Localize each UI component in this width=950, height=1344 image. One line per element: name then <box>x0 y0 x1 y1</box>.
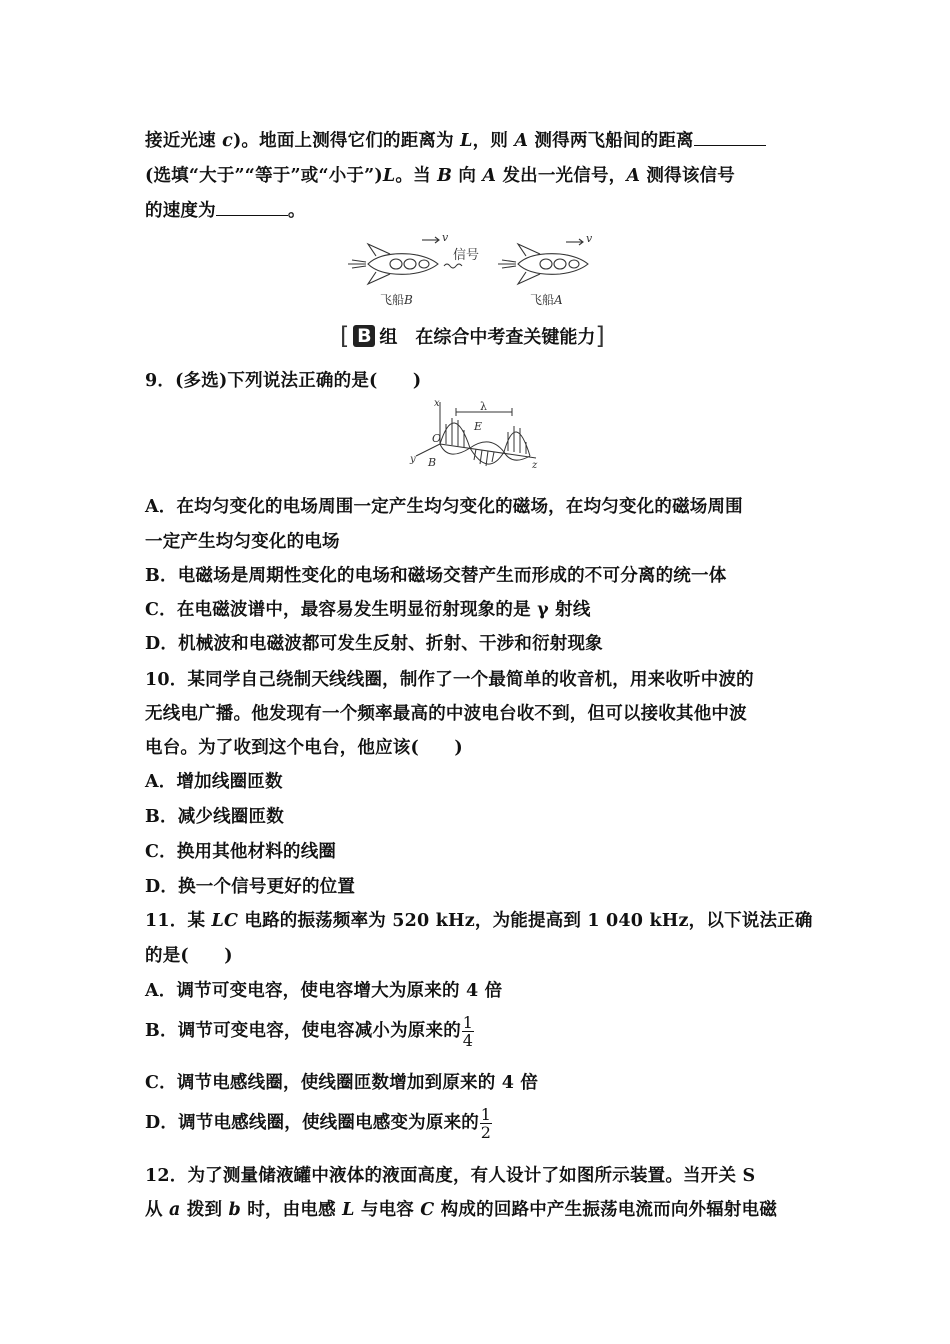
q10-stem-line-3: 电台。为了收到这个电台，他应该( ) <box>145 738 463 758</box>
q9-option-c[interactable]: C．在电磁波谱中，最容易发生明显衍射现象的是 γ 射线 <box>145 600 591 620</box>
em-wave-figure <box>408 396 544 470</box>
bracket-left: [ <box>340 322 350 350</box>
y-axis-label: y <box>410 454 416 465</box>
q10-option-b[interactable]: B．减少线圈匝数 <box>145 807 284 827</box>
wavelength-label: λ <box>480 400 487 413</box>
x-axis-label: x <box>434 398 440 409</box>
section-header <box>340 322 605 350</box>
spaceship-a-drawing <box>498 244 588 284</box>
velocity-label-a: v <box>586 232 593 245</box>
b-field-label: B <box>428 456 437 469</box>
fraction-one-quarter: $\frac{1}{4}$ <box>462 1013 474 1050</box>
velocity-arrow-b <box>422 237 439 243</box>
q12-stem-line-2: 从 a 拨到 b 时，由电感 L 与电容 C 构成的回路中产生振荡电流而向外辐射电磁 <box>145 1200 778 1220</box>
q10-option-c[interactable]: C．换用其他材料的线圈 <box>145 842 337 862</box>
electric-field-wave <box>440 423 530 464</box>
top-question-line-1: 接近光速 c)。地面上测得它们的距离为 L，则 A 测得两飞船间的距离 <box>145 127 766 152</box>
q9-option-a-line-2: 一定产生均匀变化的电场 <box>145 532 340 552</box>
section-letter: B <box>353 325 375 347</box>
q11-option-b[interactable]: B．调节可变电容，使电容减小为原来的 $\frac{1}{4}$ <box>145 1013 474 1050</box>
q10-stem-line-1: 10．某同学自己绕制天线线圈，制作了一个最简单的收音机，用来收听中波的 <box>145 670 754 690</box>
q11-option-a[interactable]: A．调节可变电容，使电容增大为原来的 4 倍 <box>145 981 503 1001</box>
velocity-label-b: v <box>442 232 449 244</box>
q10-stem-line-2: 无线电广播。他发现有一个频率最高的中波电台收不到，但可以接收其他中波 <box>145 704 747 724</box>
q9-option-d[interactable]: D．机械波和电磁波都可发生反射、折射、干涉和衍射现象 <box>145 634 603 654</box>
q10-option-d[interactable]: D．换一个信号更好的位置 <box>145 877 356 897</box>
answer-blank-distance[interactable] <box>694 131 766 146</box>
fraction-one-half: $\frac{1}{2}$ <box>480 1105 492 1142</box>
q10-option-a[interactable]: A．增加线圈匝数 <box>145 772 283 792</box>
q9-option-a-line-1[interactable]: A．在均匀变化的电场周围一定产生均匀变化的磁场，在均匀变化的磁场周围 <box>145 497 743 517</box>
signal-label: 信号 <box>453 248 480 263</box>
answer-blank-speed[interactable] <box>216 201 288 216</box>
velocity-arrow-a <box>566 239 583 245</box>
q11-stem-line-1: 11．某 LC 电路的振荡频率为 520 kHz，为能提高到 1 040 kHz，以下说法正确 <box>145 911 813 931</box>
section-title: 组 在综合中考查关键能力 <box>379 327 596 348</box>
spaceship-figure <box>340 232 610 310</box>
z-axis-label: z <box>532 460 538 470</box>
q12-stem-line-1: 12．为了测量储液罐中液体的液面高度，有人设计了如图所示装置。当开关 S <box>145 1166 756 1186</box>
top-question-line-3: 的速度为 。 <box>145 201 306 221</box>
e-field-label: E <box>474 420 483 433</box>
origin-label: O <box>432 432 442 445</box>
y-axis <box>416 444 440 456</box>
ship-b-caption: 飞船B <box>380 293 413 307</box>
q11-option-c[interactable]: C．调节电感线圈，使线圈匝数增加到原来的 4 倍 <box>145 1073 539 1093</box>
q11-stem-line-2: 的是( ) <box>145 946 233 966</box>
q9-option-b[interactable]: B．电磁场是周期性变化的电场和磁场交替产生而形成的不可分离的统一体 <box>145 566 727 586</box>
ship-a-caption: 飞船A <box>530 293 563 307</box>
top-question-line-2: (选填“大于”“等于”或“小于”)L。当 B 向 A 发出一光信号，A 测得该信号 <box>145 166 735 186</box>
spaceship-b-drawing <box>348 244 438 284</box>
q9-stem: 9．(多选)下列说法正确的是( ) <box>145 371 422 391</box>
bracket-right: ] <box>595 322 605 350</box>
q11-option-d[interactable]: D．调节电感线圈，使线圈电感变为原来的 $\frac{1}{2}$ <box>145 1105 492 1142</box>
signal-wave <box>444 264 462 268</box>
